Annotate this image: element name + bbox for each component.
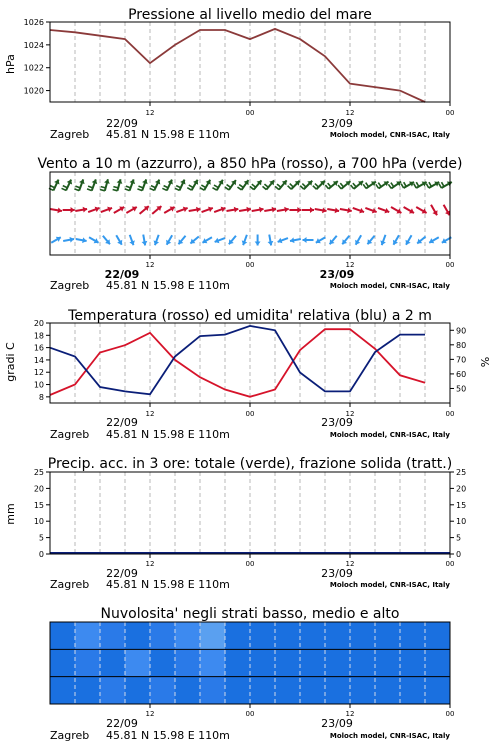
date-label-1: 22/09 [106,717,138,730]
wind-barb [300,186,304,190]
cloud-footer [50,710,454,742]
wind-barb [290,184,294,188]
cloud-cell [350,649,376,676]
cloud-cell [375,649,401,676]
y-tick-label: 0 [38,550,44,559]
cloud-cell [125,677,151,704]
wind-barb [151,186,156,188]
time-tick-label: 12 [345,560,355,568]
wind-barb [378,183,381,187]
precipitation-plot [34,468,466,559]
cloud-panel [50,606,451,708]
humidity-ylabel: % [479,356,492,368]
wind-footer [50,261,454,292]
precipitation-ylabel: mm [4,503,17,525]
y-tick-label: 1024 [23,40,44,50]
cloud-cell [300,622,326,649]
wind-barb [187,188,191,191]
wind-barb [351,185,354,189]
y-tick-label: 1020 [23,86,44,96]
date-label-1: 22/09 [106,567,138,580]
time-tick-label: 00 [445,410,455,418]
cloud-cell [250,677,276,704]
temperature-panel [4,308,492,407]
time-tick-label: 00 [445,560,455,568]
time-tick-label: 00 [245,410,255,418]
cloud-cell [175,622,201,649]
wind-barb [366,183,369,187]
cloud-cell [350,622,376,649]
date-label-1: 22/09 [104,268,140,281]
wind-barb [88,186,93,188]
wind-barb [227,185,231,188]
wind-barb [150,188,155,190]
wind-barb [391,183,394,187]
wind-barb [263,186,267,189]
wind-barb [426,184,429,188]
wind-arrow-head [310,207,314,213]
precipitation-frame [50,472,450,554]
time-tick-label: 00 [445,109,455,117]
cloud-cell [425,649,451,676]
date-label-1: 22/09 [106,416,138,429]
wind-barb [126,186,131,188]
location-place: Zagreb [50,279,90,292]
pressure-title: Pressione al livello medio del mare [128,7,372,23]
wind-barb [264,184,268,187]
time-tick-labels [146,261,455,269]
cloud-cell [325,622,351,649]
y-tick-label: 1026 [23,18,44,27]
y-tick-label: 16 [33,343,44,353]
wind-barb [252,184,256,187]
cloud-cell [425,622,451,649]
cloud-cell [400,649,426,676]
y2-tick-label: 20 [456,484,467,494]
wind-barb [125,189,130,191]
cloud-cell [100,649,126,676]
y2-tick-label: 0 [456,550,462,559]
wind-barb [302,184,306,188]
y-tick-label: 25 [33,468,44,477]
precipitation-panel [4,456,466,559]
time-tick-label: 12 [345,710,355,718]
wind-panel [37,156,462,259]
cloud-cell [300,677,326,704]
wind-barb [162,188,167,190]
wind-arrow-head [255,241,261,245]
cloud-cell [75,677,101,704]
cloud-cell [175,677,201,704]
cloud-cell [125,649,151,676]
temperature-plot [34,319,466,407]
y-tick-label: 1022 [23,63,44,73]
wind-barb [353,183,356,187]
time-tick-label: 00 [445,261,455,269]
date-label-2: 23/09 [321,567,353,580]
cloud-cell [200,622,226,649]
wind-barb [404,182,407,186]
time-tick-label: 12 [145,560,155,568]
y-tick-label: 20 [33,484,44,494]
y2-tick-label: 10 [456,517,467,527]
location-coords: 45.81 N 15.98 E 110m [106,729,230,742]
time-tick-label: 12 [145,710,155,718]
time-tick-labels [146,410,455,418]
cloud-cell [100,677,126,704]
wind-plot [49,172,452,259]
time-tick-label: 12 [345,109,355,117]
y-tick-label: 12 [33,368,44,378]
temperature-footer [50,410,454,441]
location-coords: 45.81 N 15.98 E 110m [106,428,230,441]
wind-barb [87,189,92,191]
wind-barb [313,186,317,190]
precipitation-title: Precip. acc. in 3 ore: totale (verde), frazione solida (tratt.) [47,456,453,472]
wind-barb [315,184,319,188]
wind-barb [239,185,243,188]
cloud-cell [325,677,351,704]
wind-barb [214,185,218,188]
cloud-cell [275,622,301,649]
y2-tick-label: 15 [456,500,467,510]
y-tick-label: 10 [33,517,44,527]
cloud-cell [150,677,176,704]
y2-tick-label: 60 [456,369,467,379]
cloud-cell [75,649,101,676]
time-tick-labels [146,710,455,718]
y-tick-label: 15 [33,500,44,510]
cloud-cell [400,622,426,649]
model-credit: Moloch model, CNR-ISAC, Italy [329,282,450,290]
wind-barb [50,186,55,188]
wind-barb [212,188,216,191]
wind-arrow-head [297,207,301,213]
y-tick-label: 14 [33,355,44,365]
y-tick-label: 8 [38,392,44,402]
time-tick-label: 00 [245,261,255,269]
cloud-cell [150,649,176,676]
y2-tick-label: 50 [456,384,467,394]
cloud-cell [100,622,126,649]
wind-barb [62,188,67,190]
pressure-line [50,29,425,102]
wind-barb [363,184,366,188]
wind-barb [74,189,79,191]
wind-barb [328,183,331,187]
date-label-2: 23/09 [319,268,355,281]
cloud-cell [300,649,326,676]
time-tick-label: 00 [245,710,255,718]
wind-barb [275,186,279,189]
time-tick-labels [146,109,455,117]
time-tick-labels [146,560,455,568]
y2-tick-label: 25 [456,468,467,477]
wind-barb [201,185,205,188]
wind-barb [288,186,292,190]
time-tick-label: 00 [245,560,255,568]
cloud-cell [225,622,251,649]
cloud-cell [325,649,351,676]
y2-tick-label: 90 [456,326,467,336]
wind-barb [376,184,379,188]
cloud-cell [375,622,401,649]
wind-barb [200,188,204,191]
cloud-title: Nuvolosita' negli strati basso, medio e alto [100,606,400,622]
wind-barb [442,182,445,186]
precipitation-footer [50,560,454,591]
location-coords: 45.81 N 15.98 E 110m [106,578,230,591]
wind-barb [340,183,343,187]
wind-barb [277,184,281,187]
cloud-plot [50,622,451,708]
pressure-panel [4,7,450,106]
wind-barb [388,184,391,188]
cloud-cell [125,622,151,649]
wind-barb [237,187,241,190]
location-coords: 45.81 N 15.98 E 110m [106,279,230,292]
wind-barb [401,184,404,188]
wind-barb [439,184,442,188]
date-label-2: 23/09 [321,717,353,730]
cloud-cell [175,649,201,676]
cloud-cell [250,649,276,676]
wind-barb [416,182,419,186]
humidity-line [50,326,425,394]
y-tick-label: 10 [33,380,44,390]
cloud-cell [75,622,101,649]
wind-barb [75,186,80,188]
cloud-cell [275,649,301,676]
date-label-2: 23/09 [321,117,353,130]
y-tick-label: 20 [33,319,44,328]
time-tick-label: 12 [145,410,155,418]
model-credit: Moloch model, CNR-ISAC, Italy [329,131,450,139]
y2-tick-label: 70 [456,355,467,365]
cloud-cell [425,677,451,704]
temperature-frame [50,323,450,403]
y-tick-label: 5 [38,533,44,543]
time-tick-label: 12 [145,109,155,117]
pressure-ylabel: hPa [4,54,17,74]
pressure-plot [24,18,450,106]
cloud-cell [50,622,76,649]
wind-barb [137,189,142,191]
time-tick-label: 12 [145,261,155,269]
wind-barb [414,184,417,188]
model-credit: Moloch model, CNR-ISAC, Italy [329,431,450,439]
time-tick-label: 12 [345,261,355,269]
model-credit: Moloch model, CNR-ISAC, Italy [329,732,450,740]
wind-barb [63,186,68,188]
wind-barb [189,185,193,188]
cloud-cell [225,677,251,704]
wind-title: Vento a 10 m (azzurro), a 850 hPa (rosso), a 700 hPa (verde) [37,156,463,172]
time-tick-label: 00 [245,109,255,117]
cloud-cell [50,649,76,676]
time-tick-label: 12 [345,410,355,418]
date-label-1: 22/09 [106,117,138,130]
wind-barb [338,185,341,189]
wind-arrow-head [71,207,75,213]
cloud-cell [350,677,376,704]
cloud-cell [275,677,301,704]
model-credit: Moloch model, CNR-ISAC, Italy [329,581,450,589]
location-place: Zagreb [50,729,90,742]
location-place: Zagreb [50,428,90,441]
y2-tick-label: 5 [456,533,462,543]
pressure-footer [50,109,454,141]
cloud-cell [250,622,276,649]
location-place: Zagreb [50,578,90,591]
wind-barb [175,188,180,190]
y2-tick-label: 80 [456,340,467,350]
wind-barb [429,182,432,186]
location-place: Zagreb [50,128,90,141]
cloud-cell [150,622,176,649]
cloud-cell [200,649,226,676]
y-tick-label: 18 [33,331,44,341]
wind-barb [138,186,143,188]
cloud-cell [375,677,401,704]
temperature-title: Temperatura (rosso) ed umidita' relativa (blu) a 2 m [68,308,432,324]
location-coords: 45.81 N 15.98 E 110m [106,128,230,141]
cloud-cell [225,649,251,676]
wind-arrow-head [303,237,307,243]
cloud-cell [400,677,426,704]
wind-barb [164,186,169,188]
cloud-cell [200,677,226,704]
wind-barb [176,186,181,188]
time-tick-label: 00 [445,710,455,718]
wind-barb [325,185,328,189]
temperature-ylabel: gradi C [4,342,17,382]
cloud-cell [50,677,76,704]
date-label-2: 23/09 [321,416,353,429]
